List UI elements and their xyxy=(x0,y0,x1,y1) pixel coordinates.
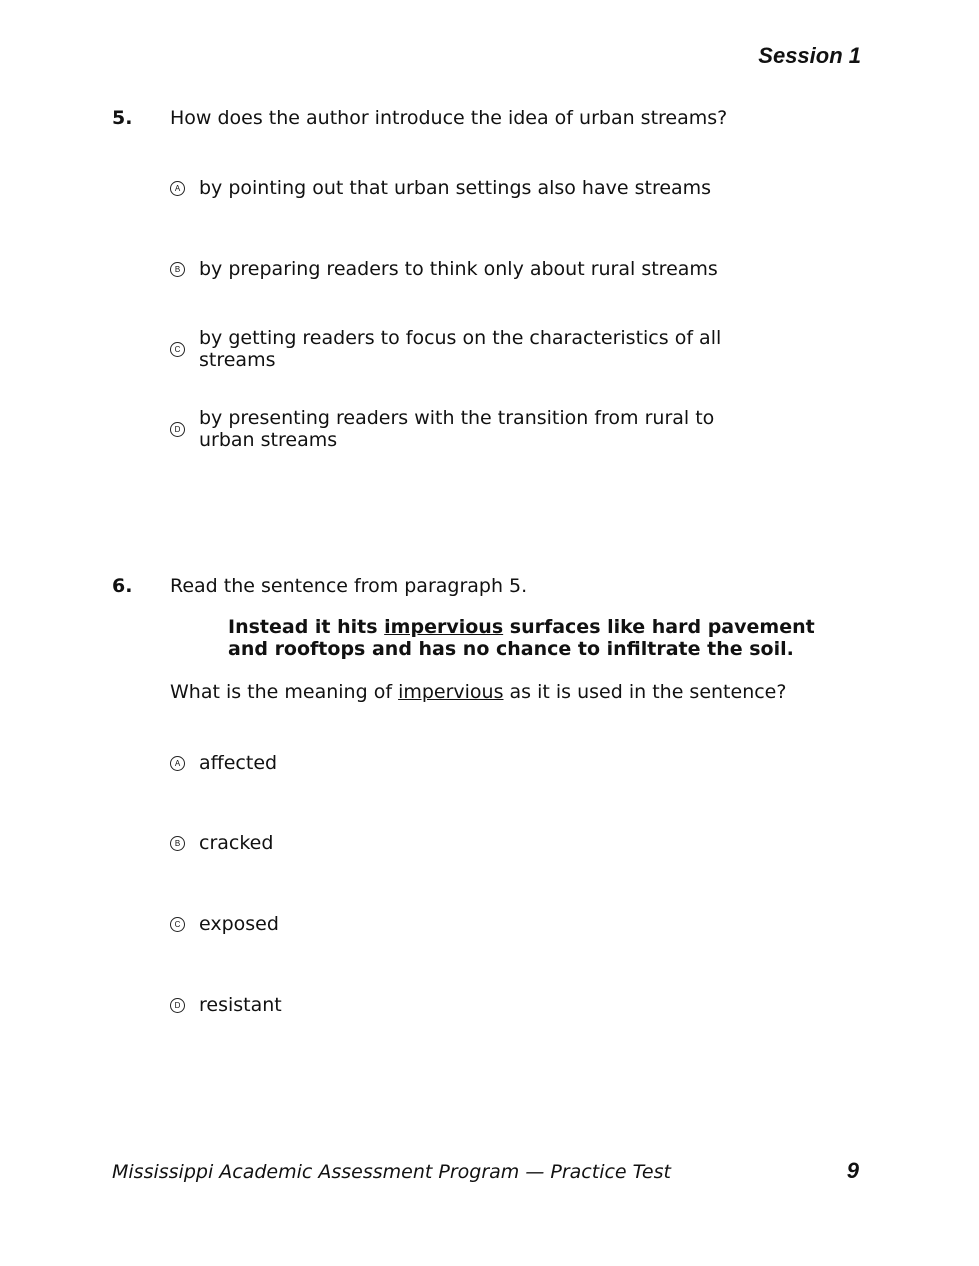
question-prompt xyxy=(170,681,850,703)
option-d[interactable] xyxy=(170,407,750,451)
prompt-underlined-word: impervious xyxy=(398,681,504,703)
option-b[interactable] xyxy=(170,258,750,280)
passage-quote xyxy=(228,616,828,660)
option-text: by presenting readers with the transition from rural to urban streams xyxy=(199,407,715,451)
option-text: resistant xyxy=(199,994,282,1016)
option-a[interactable] xyxy=(170,177,750,199)
option-d[interactable] xyxy=(170,994,750,1016)
answer-bubble-c[interactable]: C xyxy=(170,342,185,357)
option-text: by preparing readers to think only about rural streams xyxy=(199,258,718,280)
quote-text-before: Instead it hits xyxy=(228,616,385,638)
option-text: exposed xyxy=(199,913,279,935)
option-c[interactable] xyxy=(170,327,750,371)
option-c[interactable] xyxy=(170,913,750,935)
question-5 xyxy=(112,107,852,467)
question-stem: Read the sentence from paragraph 5. xyxy=(170,575,528,597)
prompt-text-before: What is the meaning of xyxy=(170,681,399,703)
prompt-text-after: as it is used in the sentence? xyxy=(503,681,787,703)
question-number: 5. xyxy=(112,107,133,129)
option-text: cracked xyxy=(199,832,274,854)
quote-text-after: surfaces like hard pavement and rooftops and has no chance to infiltrate the soil. xyxy=(228,616,815,660)
option-a[interactable] xyxy=(170,752,750,774)
option-text: by getting readers to focus on the characteristics of all streams xyxy=(199,327,722,371)
answer-bubble-c[interactable]: C xyxy=(170,917,185,932)
answer-bubble-a[interactable]: A xyxy=(170,181,185,196)
quote-underlined-word: impervious xyxy=(384,616,504,638)
question-stem: How does the author introduce the idea of urban streams? xyxy=(170,107,728,129)
question-number: 6. xyxy=(112,575,133,597)
answer-bubble-d[interactable]: D xyxy=(170,422,185,437)
answer-bubble-b[interactable]: B xyxy=(170,262,185,277)
session-heading: Session 1 xyxy=(758,43,861,68)
footer-program-name: Mississippi Academic Assessment Program — Practice Test xyxy=(112,1161,671,1183)
option-b[interactable] xyxy=(170,832,750,854)
answer-bubble-a[interactable]: A xyxy=(170,756,185,771)
page-number: 9 xyxy=(846,1158,859,1183)
option-text: by pointing out that urban settings also have streams xyxy=(199,177,712,199)
answer-bubble-b[interactable]: B xyxy=(170,836,185,851)
answer-bubble-d[interactable]: D xyxy=(170,998,185,1013)
option-text: affected xyxy=(199,752,278,774)
question-6 xyxy=(112,575,852,1035)
